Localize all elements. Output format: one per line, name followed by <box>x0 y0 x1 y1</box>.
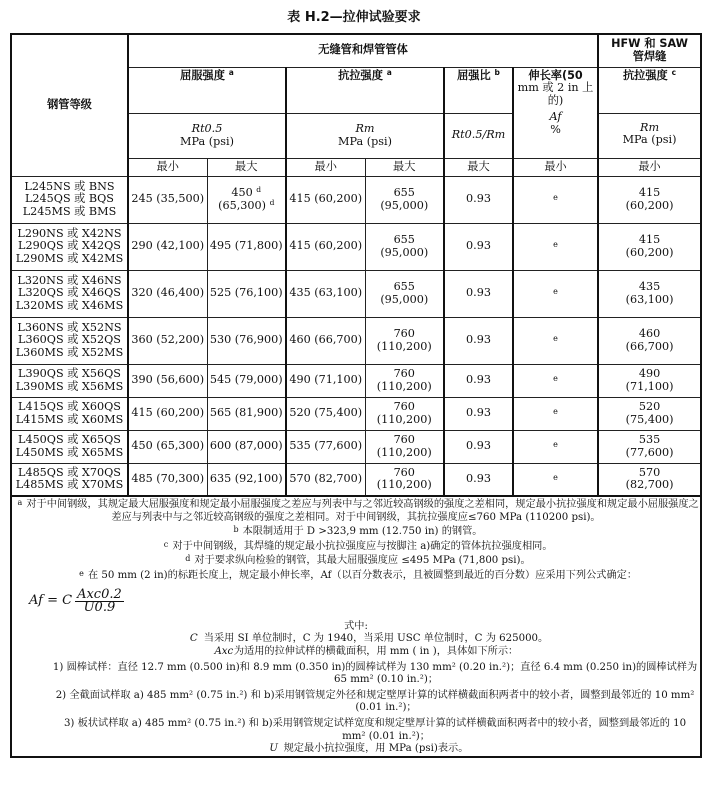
cell-tensile-max: 760 (110,200) <box>365 463 444 496</box>
header-seamless: 无缝管和焊管管体 <box>128 34 598 67</box>
header-tensile-min: 最小 <box>286 158 365 176</box>
cell-tensile-max: 760 (110,200) <box>365 317 444 364</box>
header-grade: 钢管等级 <box>11 34 128 176</box>
footnote-b: b 本限制适用于 D >323,9 mm (12.750 in) 的钢管。 <box>233 525 483 538</box>
cell-elongation: e <box>513 176 598 223</box>
cell-tensile-min: 415 (60,200) <box>286 223 365 270</box>
cell-ratio: 0.93 <box>444 176 513 223</box>
cell-ratio: 0.93 <box>444 364 513 397</box>
table-row <box>11 223 701 270</box>
header-yield-unit: Rt0.5 MPa (psi) <box>128 113 286 158</box>
footnote-e: e 在 50 mm (2 in)的标距长度上，规定最小伸长率，Af（以百分数表示，且被圆整到最近的百分数）应采用下列公式确定： <box>79 568 638 581</box>
cell-tensile-min: 415 (60,200) <box>286 176 365 223</box>
cell-hfw-tensile: 570 (82,700) <box>598 463 701 496</box>
cell-grade: L245NS 或 BNS L245QS 或 BQS L245MS 或 BMS <box>11 176 128 223</box>
cell-tensile-max: 655 (95,000) <box>365 176 444 223</box>
header-yield: 屈服强度 $^a$ <box>128 67 286 113</box>
header-tensile-max: 最大 <box>365 158 444 176</box>
cell-ratio: 0.93 <box>444 430 513 463</box>
table-row <box>11 463 701 496</box>
cell-hfw-tensile: 435 (63,100) <box>598 270 701 317</box>
cell-yield-min: 450 (65,300) <box>128 430 207 463</box>
header-hfw-tensile: 抗拉强度 $^c$ <box>598 67 701 113</box>
table-row <box>11 397 701 430</box>
axc-item-1: 1) 圆棒试样：直径 12.7 mm (0.500 in)和 8.9 mm (0.350 in)的圆棒试样为 130 mm² (0.20 in.²)；直径 6.4 mm (0.250 in)的圆棒试样为 65 mm² (0.10 in.²)； <box>52 661 698 686</box>
footnote-a: a 对于中间钢级，其规定最大屈服强度和规定最小屈服强度之差应与列表中与之邻近较高钢级的强度之差相同，规定最小抗拉强度和规定最小屈服强度之差应与列表中与之邻近较高钢级的强度之差相同。对于中间钢级，其抗拉强度应≤760 MPa (110200 psi)。 <box>17 498 699 523</box>
cell-yield-max: 530 (76,900) <box>207 317 286 364</box>
cell-yield-max: 545 (79,000) <box>207 364 286 397</box>
cell-elongation: e <box>513 364 598 397</box>
header-elongation: 伸长率(50 mm 或 2 in 上 的) Af % <box>513 67 598 158</box>
cell-yield-max: 495 (71,800) <box>207 223 286 270</box>
cell-yield-max: 525 (76,100) <box>207 270 286 317</box>
header-hfw-unit: Rm MPa (psi) <box>598 113 701 158</box>
cell-hfw-tensile: 520 (75,400) <box>598 397 701 430</box>
where-label: 式中: <box>344 620 368 632</box>
cell-ratio: 0.93 <box>444 463 513 496</box>
header-tensile: 抗拉强度 $^a$ <box>286 67 444 113</box>
cell-tensile-max: 655 (95,000) <box>365 270 444 317</box>
cell-grade: L290NS 或 X42NS L290QS 或 X42QS L290MS 或 X42MS <box>11 223 128 270</box>
header-ratio-unit: Rt0.5/Rm <box>444 113 513 158</box>
table-row <box>11 317 701 364</box>
cell-grade: L450QS 或 X65QS L450MS 或 X65MS <box>11 430 128 463</box>
cell-tensile-min: 460 (66,700) <box>286 317 365 364</box>
tensile-requirements-table <box>10 33 702 758</box>
table-title: 表 H.2—拉伸试验要求 <box>287 10 421 25</box>
header-elong-min: 最小 <box>513 158 598 176</box>
cell-yield-min: 485 (70,300) <box>128 463 207 496</box>
cell-tensile-min: 535 (77,600) <box>286 430 365 463</box>
elongation-formula: Af = C $\frac{\text{Axc0.2}}{U0.9}$ <box>29 586 122 616</box>
cell-yield-max: 565 (81,900) <box>207 397 286 430</box>
cell-elongation: e <box>513 270 598 317</box>
cell-yield-min: 415 (60,200) <box>128 397 207 430</box>
cell-grade: L485QS 或 X70QS L485MS 或 X70MS <box>11 463 128 496</box>
var-c: C 当采用 SI 单位制时，C 为 1940，当采用 USC 单位制时，C 为 625000。 <box>189 633 549 645</box>
cell-grade: L415QS 或 X60QS L415MS 或 X60MS <box>11 397 128 430</box>
cell-tensile-max: 655 (95,000) <box>365 223 444 270</box>
cell-tensile-min: 520 (75,400) <box>286 397 365 430</box>
cell-grade: L390QS 或 X56QS L390MS 或 X56MS <box>11 364 128 397</box>
cell-tensile-max: 760 (110,200) <box>365 430 444 463</box>
cell-elongation: e <box>513 430 598 463</box>
cell-yield-min: 245 (35,500) <box>128 176 207 223</box>
cell-yield-min: 390 (56,600) <box>128 364 207 397</box>
var-axc: Axc为适用的拉伸试样的横截面积，用 mm ( in )，具体如下所示： <box>214 645 519 657</box>
footnote-d: d 对于要求纵向检验的钢管，其最大屈服强度应 ≤495 MPa (71,800 psi)。 <box>185 554 531 567</box>
cell-ratio: 0.93 <box>444 317 513 364</box>
header-tensile-unit: Rm MPa (psi) <box>286 113 444 158</box>
cell-yield-max: 600 (87,000) <box>207 430 286 463</box>
table-row <box>11 430 701 463</box>
table-row <box>11 176 701 223</box>
header-yield-min: 最小 <box>128 158 207 176</box>
cell-ratio: 0.93 <box>444 397 513 430</box>
axc-item-3: 3) 板状试样取 a) 485 mm² (0.75 in.²) 和 b)采用钢管规定试样宽度和规定壁厚计算的试样横截面积两者中的较小者，圆整到最邻近的 10 mm² (0.01 in.²)； <box>63 717 687 742</box>
header-hfw-min: 最小 <box>598 158 701 176</box>
cell-yield-min: 360 (52,200) <box>128 317 207 364</box>
cell-hfw-tensile: 415 (60,200) <box>598 223 701 270</box>
cell-hfw-tensile: 415 (60,200) <box>598 176 701 223</box>
var-u: U 规定最小抗拉强度，用 MPa (psi)表示。 <box>269 743 469 755</box>
cell-hfw-tensile: 490 (71,100) <box>598 364 701 397</box>
cell-ratio: 0.93 <box>444 223 513 270</box>
cell-ratio: 0.93 <box>444 270 513 317</box>
cell-elongation: e <box>513 463 598 496</box>
cell-grade: L360NS 或 X52NS L360QS 或 X52QS L360MS 或 X52MS <box>11 317 128 364</box>
cell-tensile-min: 435 (63,100) <box>286 270 365 317</box>
cell-hfw-tensile: 460 (66,700) <box>598 317 701 364</box>
cell-tensile-max: 760 (110,200) <box>365 397 444 430</box>
axc-item-2: 2) 全截面试样取 a) 485 mm² (0.75 in.²) 和 b)采用钢管规定外径和规定壁厚计算的试样横截面积两者中的较小者，圆整到最邻近的 10 mm² (0.01 in.²)； <box>55 689 695 714</box>
header-ratio-max: 最大 <box>444 158 513 176</box>
cell-elongation: e <box>513 397 598 430</box>
table-row <box>11 270 701 317</box>
cell-yield-min: 320 (46,400) <box>128 270 207 317</box>
cell-tensile-min: 490 (71,100) <box>286 364 365 397</box>
footnote-c: c 对于中间钢级，其焊缝的规定最小抗拉强度应与按脚注 a)确定的管体抗拉强度相同。 <box>163 539 553 552</box>
cell-yield-max: 635 (92,100) <box>207 463 286 496</box>
cell-elongation: e <box>513 223 598 270</box>
table-row <box>11 364 701 397</box>
cell-yield-max: 450 $^d$ (65,300) $^d$ <box>207 176 286 223</box>
cell-grade: L320NS 或 X46NS L320QS 或 X46QS L320MS 或 X46MS <box>11 270 128 317</box>
header-ratio: 屈强比 $^b$ <box>444 67 513 113</box>
cell-tensile-min: 570 (82,700) <box>286 463 365 496</box>
footnotes <box>11 496 701 757</box>
header-yield-max: 最大 <box>207 158 286 176</box>
cell-tensile-max: 760 (110,200) <box>365 364 444 397</box>
cell-elongation: e <box>513 317 598 364</box>
header-hfw: HFW 和 SAW 管焊缝 <box>598 34 701 67</box>
cell-yield-min: 290 (42,100) <box>128 223 207 270</box>
cell-hfw-tensile: 535 (77,600) <box>598 430 701 463</box>
